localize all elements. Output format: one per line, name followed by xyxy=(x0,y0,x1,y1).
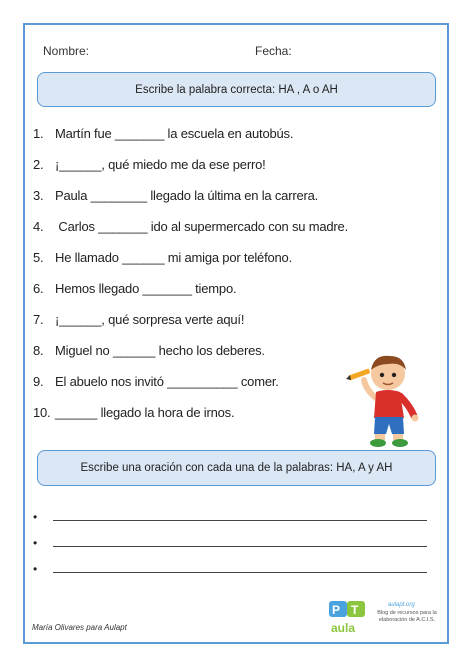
line-rule xyxy=(53,546,427,547)
exercise-item xyxy=(33,219,348,234)
exercise-item xyxy=(33,405,234,420)
logo-letters: P xyxy=(332,603,341,617)
instruction-box-1 xyxy=(37,72,436,107)
exercise-text: El abuelo nos invitó __________ comer. xyxy=(55,374,279,389)
exercise-text: Hemos llegado _______ tiempo. xyxy=(55,281,237,296)
exercise-text: Paula ________ llegado la última en la carrera. xyxy=(55,188,319,203)
exercise-text: Martín fue _______ la escuela en autobús. xyxy=(55,126,294,141)
exercise-number: 2. xyxy=(33,157,44,172)
bullet: • xyxy=(33,536,38,550)
exercise-text: ______ llegado la hora de irnos. xyxy=(55,405,235,420)
line-rule xyxy=(53,520,427,521)
instruction-text-1: Escribe la palabra correcta: HA , A o AH xyxy=(135,83,338,96)
exercise-item xyxy=(33,312,244,327)
line-rule xyxy=(53,572,427,573)
exercise-text: Miguel no ______ hecho los deberes. xyxy=(55,343,265,358)
exercise-item xyxy=(33,374,279,389)
exercise-number: 6. xyxy=(33,281,44,296)
exercise-item xyxy=(33,157,266,172)
writing-line[interactable] xyxy=(33,562,433,576)
exercise-number: 8. xyxy=(33,343,44,358)
boy-with-pencil-illustration xyxy=(344,350,434,450)
writing-line[interactable] xyxy=(33,510,433,524)
exercise-item xyxy=(33,250,292,265)
exercise-text: ¡______, qué miedo me da ese perro! xyxy=(55,157,266,172)
author-credit: María Olivares para Aulapt xyxy=(32,623,127,632)
exercise-number: 1. xyxy=(33,126,44,141)
writing-line[interactable] xyxy=(33,536,433,550)
exercise-item xyxy=(33,343,265,358)
bullet: • xyxy=(33,510,38,524)
exercise-number: 9. xyxy=(33,374,44,389)
svg-text:T: T xyxy=(351,603,359,617)
exercise-item xyxy=(33,281,236,296)
instruction-box-2 xyxy=(37,450,436,486)
exercise-text: Carlos _______ ido al supermercado con su madre. xyxy=(55,219,348,234)
exercise-item xyxy=(33,188,318,203)
logo-word: aula xyxy=(331,621,356,635)
bullet: • xyxy=(33,562,38,576)
exercise-text: ¡______, qué sorpresa verte aquí! xyxy=(55,312,245,327)
logo-description: Blog de recursos para la elaboración de A.C.I.S. xyxy=(377,610,437,623)
exercise-text: He llamado ______ mi amiga por teléfono. xyxy=(55,250,292,265)
exercise-item xyxy=(33,126,293,141)
date-label: Fecha: xyxy=(255,44,292,58)
exercise-number: 10. xyxy=(33,405,51,420)
logo-site: aulapt.org xyxy=(388,602,415,608)
aulapt-logo-icon xyxy=(327,599,371,637)
exercise-number: 4. xyxy=(33,219,44,234)
page-border xyxy=(23,23,449,644)
instruction-text-2: Escribe una oración con cada una de la palabras: HA, A y AH xyxy=(80,462,393,474)
name-label: Nombre: xyxy=(43,44,90,58)
exercise-number: 7. xyxy=(33,312,44,327)
exercise-number: 5. xyxy=(33,250,44,265)
exercise-number: 3. xyxy=(33,188,44,203)
